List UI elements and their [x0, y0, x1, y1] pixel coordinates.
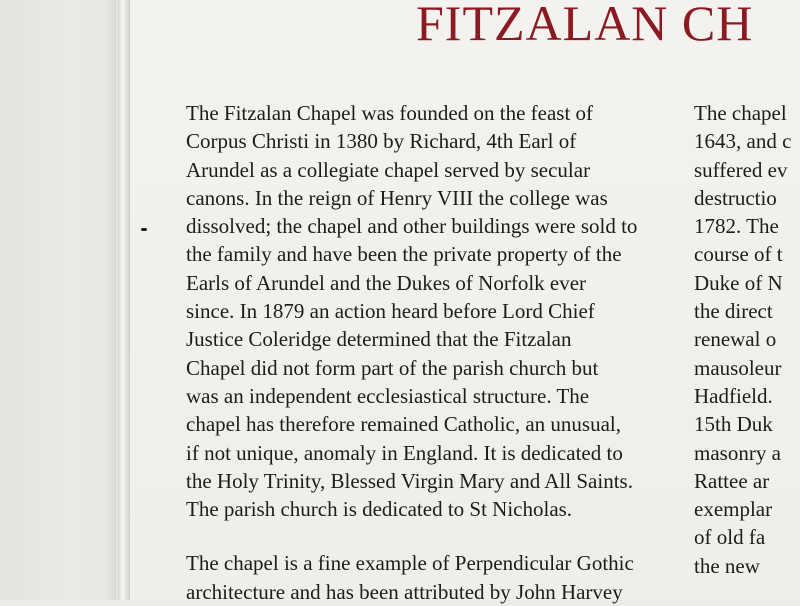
sign-title: FITZALAN CH	[416, 0, 754, 51]
paragraph-architecture: The chapel is a fine example of Perpendicular Gothic architecture and has been attributed by John Harvey	[186, 551, 634, 604]
right-column-line: masonry a	[694, 440, 781, 465]
left-text-column	[186, 99, 696, 606]
right-column-line: suffered ev	[694, 157, 788, 182]
right-column-line: destructio	[694, 185, 777, 210]
right-column-line: of old fa	[694, 525, 766, 550]
right-column-line: mausoleur	[694, 355, 782, 380]
left-board-background	[0, 0, 122, 600]
board-edge	[118, 0, 130, 600]
right-column-line: course of t	[694, 242, 783, 267]
right-column-line: 1643, and c	[694, 129, 792, 154]
paragraph-history: The Fitzalan Chapel was founded on the feast of Corpus Christi in 1380 by Richard, 4th Earl of Arundel as a collegiate chapel served by secular canons. In the reign of Henry VIII the college was dissolved; the chapel and other buildings were sold to the family and have been the private property of the Earls of Arundel and the Dukes of Norfolk ever since. In 1879 an action heard before Lord Chief Justice Coleridge determined that the Fitzalan Chapel did not form part of the parish church but was an independent ecclesiastical structure. The chapel has therefore remained Catholic, an unusual, if not unique, anomaly in England. It is dedicated to the Holy Trinity, Blessed Virgin Mary and All Saints. The parish church is dedicated to St Nicholas.	[186, 101, 638, 522]
right-column-line: the direct	[694, 299, 773, 324]
pin-mark	[141, 228, 147, 231]
right-column-line: Rattee ar	[694, 468, 770, 493]
board-edge-shadow	[106, 0, 116, 600]
right-column-line: Duke of N	[694, 270, 783, 295]
right-column-line: Hadfield.	[694, 383, 773, 408]
right-column-line: renewal o	[694, 327, 777, 352]
right-column-line: 1782. The	[694, 214, 779, 239]
right-text-column	[694, 99, 800, 580]
right-column-line: The chapel	[694, 101, 787, 125]
right-column-line: the new	[694, 553, 760, 578]
right-column-line: exemplar	[694, 497, 773, 522]
right-column-line: 15th Duk	[694, 412, 773, 437]
